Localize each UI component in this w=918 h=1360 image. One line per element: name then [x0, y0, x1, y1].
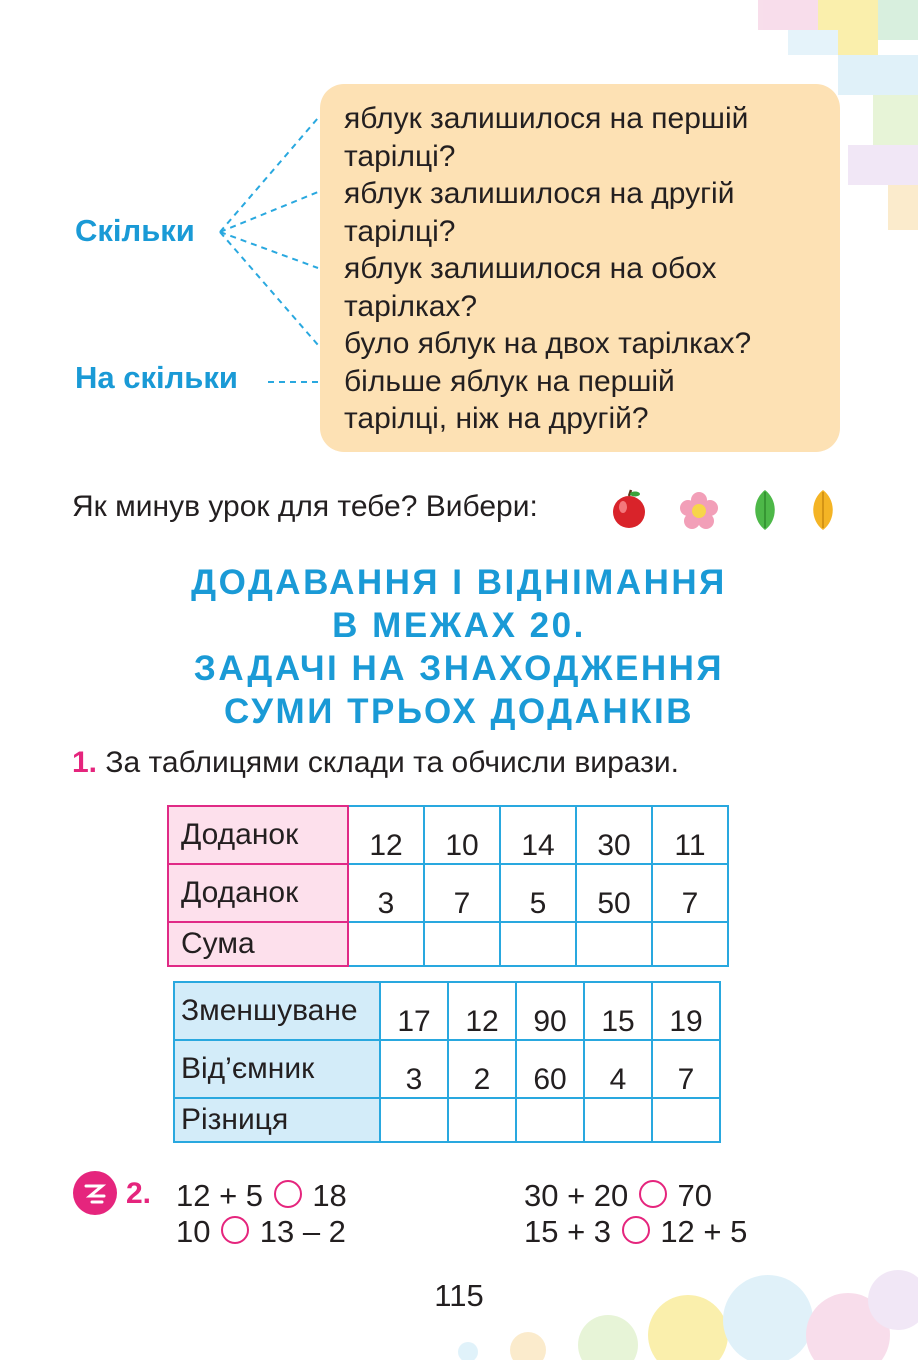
expr-right: 70: [677, 1178, 713, 1213]
question-word-how-many: Скільки: [75, 213, 195, 248]
bubble-line: тарілці, ніж на другій?: [344, 402, 649, 435]
table-cell: 19: [652, 982, 720, 1040]
table-cell: 7: [652, 1040, 720, 1098]
table-cell: 5: [500, 864, 576, 922]
apple-icon[interactable]: [608, 488, 650, 530]
table-cell: 60: [516, 1040, 584, 1098]
bubble-line: яблук залишилося на другій: [344, 177, 735, 210]
expr-right: 12 + 5: [660, 1214, 748, 1249]
section-title-line: ДОДАВАННЯ І ВІДНІМАННЯ: [191, 563, 727, 602]
answer-cell[interactable]: [576, 922, 652, 966]
answer-cell[interactable]: [348, 922, 424, 966]
table-cell: 10: [424, 806, 500, 864]
bubble-line: тарілках?: [344, 289, 478, 323]
table-cell: 4: [584, 1040, 652, 1098]
answer-cell[interactable]: [584, 1098, 652, 1142]
answer-cell[interactable]: [424, 922, 500, 966]
answer-cell[interactable]: [652, 922, 728, 966]
green-leaf-icon[interactable]: [750, 488, 780, 532]
table-cell: 2: [448, 1040, 516, 1098]
comparison-expression: [176, 1178, 347, 1214]
lesson-reflection-prompt: Як минув урок для тебе? Вибери:: [72, 490, 538, 523]
comparison-expression: [176, 1214, 346, 1250]
expr-right: 18: [312, 1178, 347, 1213]
section-title-line: В МЕЖАХ 20.: [332, 606, 586, 645]
comparison-circle[interactable]: [274, 1180, 302, 1208]
answer-cell[interactable]: [516, 1098, 584, 1142]
table-cell: 90: [516, 982, 584, 1040]
table-cell: 11: [652, 806, 728, 864]
bubble-line: тарілці?: [344, 139, 456, 173]
task-text: За таблицями склади та обчисли вирази.: [105, 746, 679, 779]
difference-table: [173, 981, 721, 1143]
brain-icon: [72, 1170, 118, 1216]
bubble-line: тарілці?: [344, 214, 456, 248]
sum-table: [167, 805, 729, 967]
table-cell: 3: [380, 1040, 448, 1098]
section-title-line: СУМИ ТРЬОХ ДОДАНКІВ: [223, 692, 695, 731]
task-1: [72, 746, 679, 780]
table-cell: 12: [348, 806, 424, 864]
row-label: Доданок: [168, 806, 348, 864]
bubble-line: було яблук на двох тарілках?: [344, 327, 752, 360]
question-bubble: [320, 84, 840, 452]
comparison-expression: [524, 1214, 747, 1250]
answer-cell[interactable]: [448, 1098, 516, 1142]
table-cell: 3: [348, 864, 424, 922]
task-2-number: 2.: [126, 1177, 152, 1210]
answer-cell[interactable]: [500, 922, 576, 966]
bubble-line: більше яблук на першій: [344, 364, 675, 398]
flower-icon[interactable]: [678, 490, 720, 532]
bubble-line: яблук залишилося на першій: [344, 102, 749, 135]
question-word-by-how-many: На скільки: [75, 360, 238, 395]
yellow-leaf-icon[interactable]: [808, 488, 838, 532]
table-cell: 17: [380, 982, 448, 1040]
expr-left: 30 + 20: [524, 1178, 629, 1213]
expr-left: 15 + 3: [524, 1214, 612, 1249]
table-cell: 7: [424, 864, 500, 922]
expr-left: 10: [176, 1214, 211, 1249]
task-number: 1.: [72, 746, 98, 779]
page-number: 115: [434, 1278, 484, 1313]
comparison-circle[interactable]: [221, 1216, 249, 1244]
expr-left: 12 + 5: [176, 1178, 264, 1213]
table-cell: 12: [448, 982, 516, 1040]
comparison-circle[interactable]: [622, 1216, 650, 1244]
table-cell: 50: [576, 864, 652, 922]
bubble-line: яблук залишилося на обох: [344, 252, 717, 285]
table-cell: 30: [576, 806, 652, 864]
expr-right: 13 – 2: [259, 1214, 346, 1249]
comparison-circle[interactable]: [639, 1180, 667, 1208]
row-label: Сума: [168, 922, 348, 966]
section-title-line: ЗАДАЧІ НА ЗНАХОДЖЕННЯ: [193, 649, 725, 688]
table-cell: 15: [584, 982, 652, 1040]
row-label: Доданок: [168, 864, 348, 922]
comparison-expression: [524, 1178, 712, 1214]
table-cell: 7: [652, 864, 728, 922]
row-label: Зменшуване: [174, 982, 380, 1040]
row-label: Різниця: [174, 1098, 380, 1142]
answer-cell[interactable]: [380, 1098, 448, 1142]
answer-cell[interactable]: [652, 1098, 720, 1142]
row-label: Від’ємник: [174, 1040, 380, 1098]
table-cell: 14: [500, 806, 576, 864]
